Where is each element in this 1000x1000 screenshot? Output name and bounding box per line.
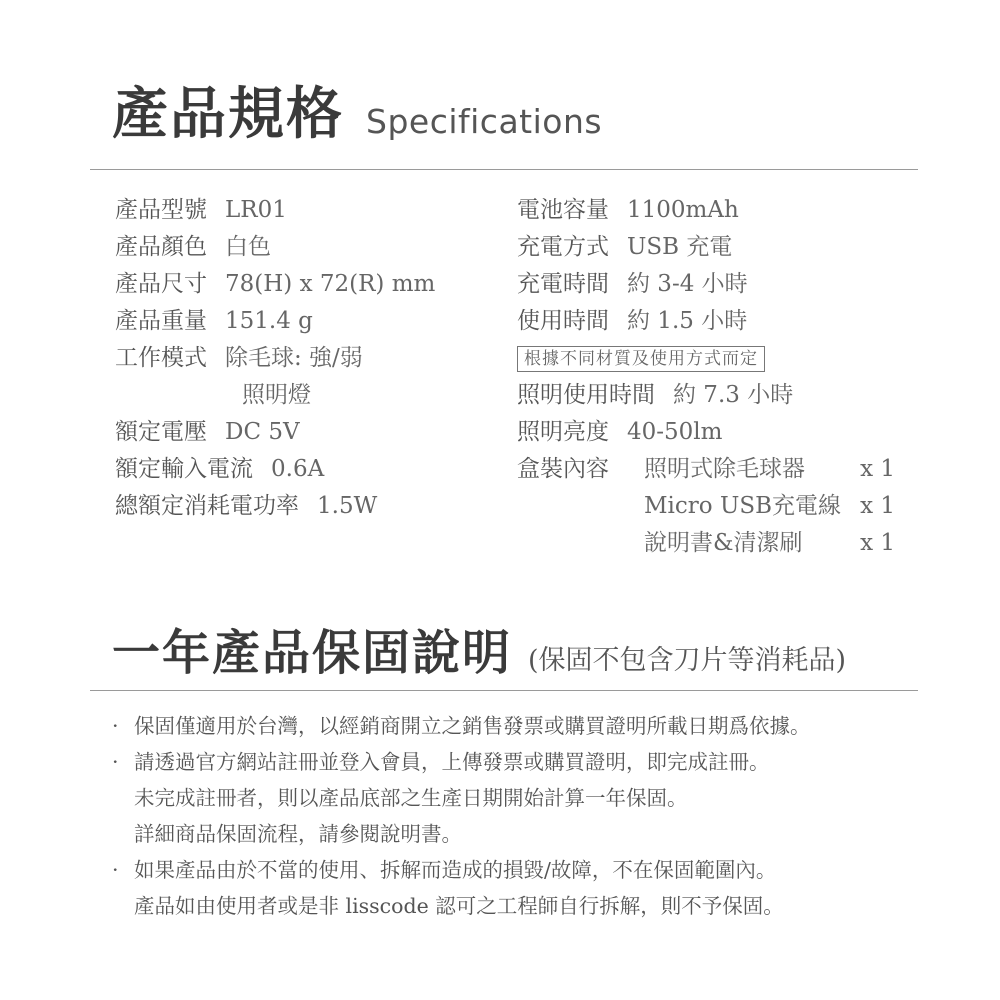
right-spec-list [517,192,895,562]
bullet: · [112,714,119,738]
spec-label: 電池容量 [517,197,609,223]
spec-value: 約 1.5 小時 [627,308,748,334]
list-item [112,852,811,924]
spec-row [115,488,435,525]
specifications-subtitle: Specifications [366,102,603,141]
spec-value: 151.4 g [225,308,313,334]
spec-label: 工作模式 [115,345,207,371]
spec-value: 0.6A [271,456,325,482]
spec-row [115,377,435,414]
spec-label: 使用時間 [517,308,609,334]
warranty-list [112,708,811,924]
spec-row [115,192,435,229]
spec-label: 額定輸入電流 [115,456,253,482]
spec-row [517,229,895,266]
warranty-heading [112,614,846,683]
warranty-text: 如果產品由於不當的使用、拆解而造成的損毀/故障，不在保固範圍內。 [134,858,777,882]
warranty-title: 一年產品保固說明 [112,625,513,681]
spec-row [115,451,435,488]
box-item-name: Micro USB充電線 [644,493,841,519]
spec-row [517,303,895,340]
spec-label: 盒裝內容 [517,456,609,482]
spec-label: 照明使用時間 [517,382,655,408]
spec-label: 額定電壓 [115,419,207,445]
spec-label: 產品重量 [115,308,207,334]
warranty-text: 未完成註冊者，則以產品底部之生產日期開始計算一年保固。 [134,786,688,810]
box-contents-list [644,451,895,562]
usage-note-box: 根據不同材質及使用方式而定 [517,346,765,372]
spec-value: 白色 [225,234,271,260]
spec-row [517,377,895,414]
specifications-heading [112,70,602,150]
spec-value: DC 5V [225,419,300,445]
spec-row [115,340,435,377]
warranty-text: 詳細商品保固流程，請參閱說明書。 [134,822,462,846]
spec-value: LR01 [225,197,287,223]
specifications-title: 產品規格 [112,81,344,147]
spec-value: 78(H) x 72(R) mm [225,271,436,297]
list-item [644,488,895,525]
spec-value: 照明燈 [242,382,311,408]
spec-row [115,266,435,303]
box-item-name: 說明書&清潔刷 [644,530,803,556]
spec-label: 充電時間 [517,271,609,297]
spec-value: USB 充電 [627,234,733,260]
box-item-name: 照明式除毛球器 [644,456,805,482]
spec-value: 1.5W [317,493,378,519]
spec-value: 約 7.3 小時 [673,382,794,408]
box-item-qty: x 1 [860,530,895,556]
list-item [112,708,811,744]
spec-row [517,192,895,229]
list-item [112,744,811,852]
left-spec-list [115,192,435,525]
warranty-text: 請透過官方網站註冊並登入會員，上傳發票或購買證明，即完成註冊。 [134,750,770,774]
spec-label: 總額定消耗電功率 [115,493,299,519]
spec-label: 產品顏色 [115,234,207,260]
divider [90,169,918,170]
spec-label: 產品尺寸 [115,271,207,297]
warranty-text: 保固僅適用於台灣，以經銷商開立之銷售發票或購買證明所載日期爲依據。 [134,714,811,738]
spec-label: 充電方式 [517,234,609,260]
spec-value: 約 3-4 小時 [627,271,748,297]
bullet: · [112,750,119,774]
spec-row [115,229,435,266]
bullet: · [112,858,119,882]
box-item-qty: x 1 [860,493,895,519]
spec-row [115,414,435,451]
spec-row [517,414,895,451]
spec-row [517,266,895,303]
warranty-text: 產品如由使用者或是非 lisscode 認可之工程師自行拆解，則不予保固。 [134,894,784,918]
spec-label: 照明亮度 [517,419,609,445]
spec-value: 除毛球: 強/弱 [225,345,363,371]
spec-value: 1100mAh [627,197,739,223]
warranty-subtitle: (保固不包含刀片等消耗品) [528,645,847,676]
note-row [517,340,895,377]
box-item-qty: x 1 [860,456,895,482]
list-item [644,525,895,562]
spec-value: 40-50lm [627,419,723,445]
spec-label: 產品型號 [115,197,207,223]
divider [90,690,918,691]
spec-row [115,303,435,340]
list-item [644,451,895,488]
